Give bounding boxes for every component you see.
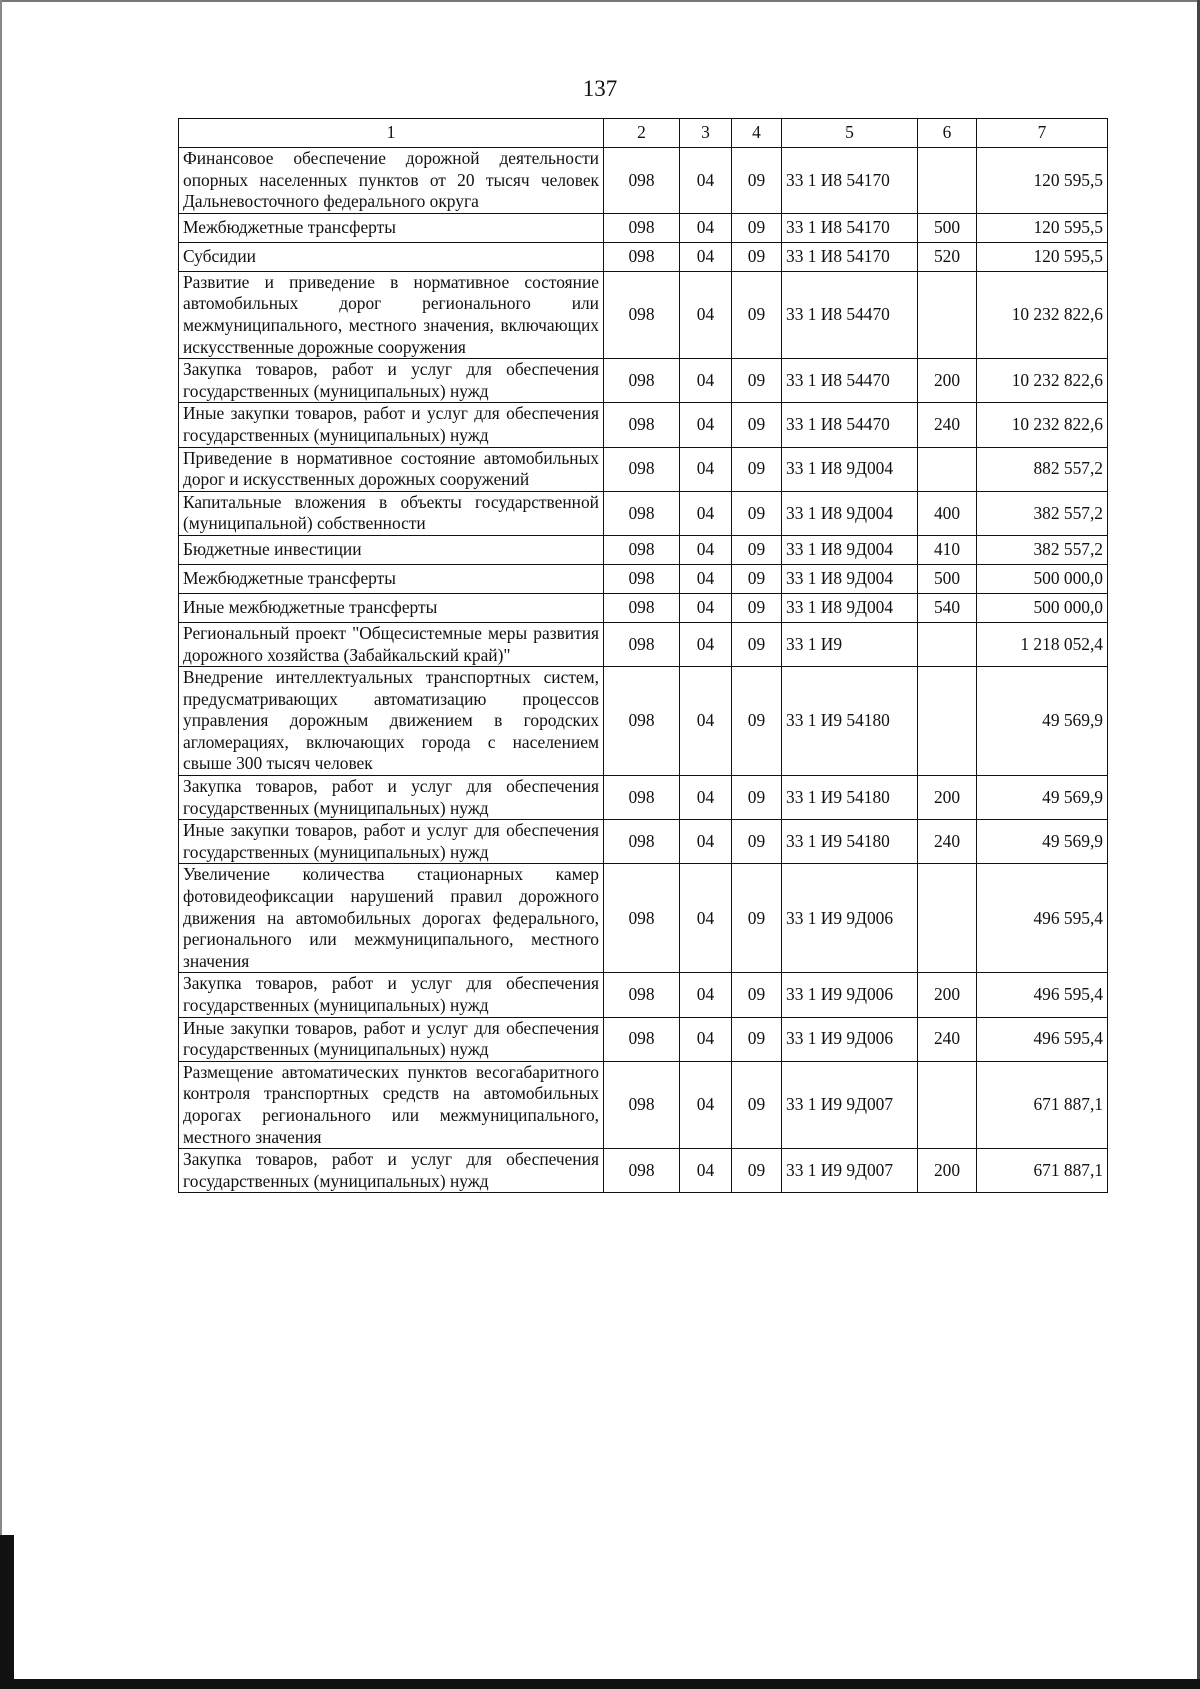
target-article-cell: 33 1 И8 54170 bbox=[782, 213, 918, 242]
amount-cell: 382 557,2 bbox=[977, 535, 1108, 564]
table-row bbox=[179, 820, 1108, 864]
table-row bbox=[179, 447, 1108, 491]
section-cell: 04 bbox=[680, 820, 732, 864]
admin-code-cell: 098 bbox=[604, 564, 680, 593]
target-article-cell: 33 1 И9 9Д006 bbox=[782, 1017, 918, 1061]
row-name-cell: Закупка товаров, работ и услуг для обеспечения государственных (муниципальных) нужд bbox=[179, 1149, 604, 1193]
expense-type-cell: 240 bbox=[918, 1017, 977, 1061]
amount-cell: 120 595,5 bbox=[977, 213, 1108, 242]
table-row bbox=[179, 1061, 1108, 1148]
section-cell: 04 bbox=[680, 864, 732, 973]
admin-code-cell: 098 bbox=[604, 148, 680, 214]
admin-code-cell: 098 bbox=[604, 491, 680, 535]
section-cell: 04 bbox=[680, 667, 732, 776]
target-article-cell: 33 1 И8 54170 bbox=[782, 242, 918, 271]
section-cell: 04 bbox=[680, 1017, 732, 1061]
column-header: 6 bbox=[918, 119, 977, 148]
target-article-cell: 33 1 И9 9Д007 bbox=[782, 1149, 918, 1193]
expense-type-cell: 400 bbox=[918, 491, 977, 535]
scan-edge-bottom bbox=[0, 1679, 1200, 1689]
target-article-cell: 33 1 И9 54180 bbox=[782, 820, 918, 864]
section-cell: 04 bbox=[680, 403, 732, 447]
expense-type-cell bbox=[918, 148, 977, 214]
row-name-cell: Финансовое обеспечение дорожной деятельности опорных населенных пунктов от 20 тысяч человек Дальневосточного федерального округа bbox=[179, 148, 604, 214]
table-row bbox=[179, 403, 1108, 447]
section-cell: 04 bbox=[680, 1061, 732, 1148]
row-name-cell: Межбюджетные трансферты bbox=[179, 564, 604, 593]
budget-table bbox=[178, 118, 1108, 1193]
subsection-cell: 09 bbox=[732, 622, 782, 666]
admin-code-cell: 098 bbox=[604, 1017, 680, 1061]
expense-type-cell bbox=[918, 447, 977, 491]
expense-type-cell: 200 bbox=[918, 359, 977, 403]
table-row bbox=[179, 242, 1108, 271]
amount-cell: 496 595,4 bbox=[977, 864, 1108, 973]
target-article-cell: 33 1 И9 bbox=[782, 622, 918, 666]
amount-cell: 10 232 822,6 bbox=[977, 359, 1108, 403]
amount-cell: 10 232 822,6 bbox=[977, 403, 1108, 447]
expense-type-cell: 240 bbox=[918, 403, 977, 447]
section-cell: 04 bbox=[680, 776, 732, 820]
subsection-cell: 09 bbox=[732, 271, 782, 358]
admin-code-cell: 098 bbox=[604, 864, 680, 973]
subsection-cell: 09 bbox=[732, 820, 782, 864]
expense-type-cell: 520 bbox=[918, 242, 977, 271]
expense-type-cell: 240 bbox=[918, 820, 977, 864]
table-row bbox=[179, 1149, 1108, 1193]
target-article-cell: 33 1 И9 9Д006 bbox=[782, 973, 918, 1017]
row-name-cell: Приведение в нормативное состояние автомобильных дорог и искусственных дорожных сооружений bbox=[179, 447, 604, 491]
column-header: 1 bbox=[179, 119, 604, 148]
column-header: 4 bbox=[732, 119, 782, 148]
section-cell: 04 bbox=[680, 213, 732, 242]
subsection-cell: 09 bbox=[732, 1149, 782, 1193]
admin-code-cell: 098 bbox=[604, 973, 680, 1017]
section-cell: 04 bbox=[680, 447, 732, 491]
table-row bbox=[179, 213, 1108, 242]
target-article-cell: 33 1 И8 54470 bbox=[782, 403, 918, 447]
target-article-cell: 33 1 И9 54180 bbox=[782, 776, 918, 820]
subsection-cell: 09 bbox=[732, 973, 782, 1017]
amount-cell: 49 569,9 bbox=[977, 776, 1108, 820]
target-article-cell: 33 1 И8 9Д004 bbox=[782, 593, 918, 622]
admin-code-cell: 098 bbox=[604, 271, 680, 358]
row-name-cell: Иные закупки товаров, работ и услуг для обеспечения государственных (муниципальных) нужд bbox=[179, 820, 604, 864]
target-article-cell: 33 1 И8 9Д004 bbox=[782, 535, 918, 564]
admin-code-cell: 098 bbox=[604, 359, 680, 403]
table-row bbox=[179, 864, 1108, 973]
target-article-cell: 33 1 И8 54170 bbox=[782, 148, 918, 214]
amount-cell: 500 000,0 bbox=[977, 564, 1108, 593]
column-header: 7 bbox=[977, 119, 1108, 148]
expense-type-cell: 500 bbox=[918, 564, 977, 593]
admin-code-cell: 098 bbox=[604, 447, 680, 491]
table-row bbox=[179, 593, 1108, 622]
amount-cell: 49 569,9 bbox=[977, 667, 1108, 776]
admin-code-cell: 098 bbox=[604, 242, 680, 271]
row-name-cell: Увеличение количества стационарных камер фотовидеофиксации нарушений правил дорожного движения на автомобильных дорогах федерального, регионального или межмуниципального, местного значения bbox=[179, 864, 604, 973]
table-row bbox=[179, 535, 1108, 564]
row-name-cell: Региональный проект "Общесистемные меры развития дорожного хозяйства (Забайкальский край)" bbox=[179, 622, 604, 666]
row-name-cell: Бюджетные инвестиции bbox=[179, 535, 604, 564]
amount-cell: 671 887,1 bbox=[977, 1061, 1108, 1148]
section-cell: 04 bbox=[680, 148, 732, 214]
section-cell: 04 bbox=[680, 359, 732, 403]
table-row bbox=[179, 491, 1108, 535]
subsection-cell: 09 bbox=[732, 148, 782, 214]
admin-code-cell: 098 bbox=[604, 213, 680, 242]
subsection-cell: 09 bbox=[732, 447, 782, 491]
expense-type-cell bbox=[918, 271, 977, 358]
subsection-cell: 09 bbox=[732, 667, 782, 776]
section-cell: 04 bbox=[680, 535, 732, 564]
scan-edge-left bbox=[0, 0, 2, 1689]
expense-type-cell: 200 bbox=[918, 776, 977, 820]
amount-cell: 1 218 052,4 bbox=[977, 622, 1108, 666]
subsection-cell: 09 bbox=[732, 776, 782, 820]
row-name-cell: Развитие и приведение в нормативное состояние автомобильных дорог регионального или межмуниципального, местного значения, включающих искусственные дорожные сооружения bbox=[179, 271, 604, 358]
amount-cell: 382 557,2 bbox=[977, 491, 1108, 535]
expense-type-cell: 500 bbox=[918, 213, 977, 242]
expense-type-cell bbox=[918, 667, 977, 776]
row-name-cell: Субсидии bbox=[179, 242, 604, 271]
admin-code-cell: 098 bbox=[604, 820, 680, 864]
section-cell: 04 bbox=[680, 242, 732, 271]
row-name-cell: Межбюджетные трансферты bbox=[179, 213, 604, 242]
amount-cell: 500 000,0 bbox=[977, 593, 1108, 622]
subsection-cell: 09 bbox=[732, 359, 782, 403]
scan-edge-top bbox=[0, 0, 1200, 2]
row-name-cell: Иные межбюджетные трансферты bbox=[179, 593, 604, 622]
table-row bbox=[179, 973, 1108, 1017]
table-row bbox=[179, 148, 1108, 214]
amount-cell: 671 887,1 bbox=[977, 1149, 1108, 1193]
target-article-cell: 33 1 И8 9Д004 bbox=[782, 491, 918, 535]
subsection-cell: 09 bbox=[732, 213, 782, 242]
admin-code-cell: 098 bbox=[604, 1061, 680, 1148]
page-number: 137 bbox=[582, 76, 618, 101]
subsection-cell: 09 bbox=[732, 535, 782, 564]
expense-type-cell: 200 bbox=[918, 1149, 977, 1193]
table-header-row bbox=[179, 119, 1108, 148]
subsection-cell: 09 bbox=[732, 491, 782, 535]
expense-type-cell bbox=[918, 1061, 977, 1148]
table-row bbox=[179, 359, 1108, 403]
row-name-cell: Закупка товаров, работ и услуг для обеспечения государственных (муниципальных) нужд bbox=[179, 359, 604, 403]
expense-type-cell: 540 bbox=[918, 593, 977, 622]
expense-type-cell bbox=[918, 864, 977, 973]
admin-code-cell: 098 bbox=[604, 535, 680, 564]
subsection-cell: 09 bbox=[732, 1017, 782, 1061]
column-header: 3 bbox=[680, 119, 732, 148]
row-name-cell: Внедрение интеллектуальных транспортных систем, предусматривающих автоматизацию процессов управления дорожным движением в городских агломерациях, включающих города с населением свыше 300 тысяч человек bbox=[179, 667, 604, 776]
amount-cell: 120 595,5 bbox=[977, 242, 1108, 271]
section-cell: 04 bbox=[680, 1149, 732, 1193]
row-name-cell: Иные закупки товаров, работ и услуг для обеспечения государственных (муниципальных) нужд bbox=[179, 403, 604, 447]
amount-cell: 496 595,4 bbox=[977, 1017, 1108, 1061]
admin-code-cell: 098 bbox=[604, 1149, 680, 1193]
subsection-cell: 09 bbox=[732, 242, 782, 271]
section-cell: 04 bbox=[680, 491, 732, 535]
section-cell: 04 bbox=[680, 564, 732, 593]
section-cell: 04 bbox=[680, 271, 732, 358]
table-row bbox=[179, 271, 1108, 358]
target-article-cell: 33 1 И8 54470 bbox=[782, 359, 918, 403]
target-article-cell: 33 1 И9 9Д007 bbox=[782, 1061, 918, 1148]
row-name-cell: Иные закупки товаров, работ и услуг для обеспечения государственных (муниципальных) нужд bbox=[179, 1017, 604, 1061]
table-row bbox=[179, 776, 1108, 820]
target-article-cell: 33 1 И8 54470 bbox=[782, 271, 918, 358]
target-article-cell: 33 1 И8 9Д004 bbox=[782, 447, 918, 491]
target-article-cell: 33 1 И9 54180 bbox=[782, 667, 918, 776]
scan-edge-bottom-left bbox=[0, 1535, 14, 1689]
subsection-cell: 09 bbox=[732, 593, 782, 622]
table-body bbox=[179, 148, 1108, 1193]
admin-code-cell: 098 bbox=[604, 776, 680, 820]
subsection-cell: 09 bbox=[732, 1061, 782, 1148]
row-name-cell: Размещение автоматических пунктов весогабаритного контроля транспортных средств на автомобильных дорогах регионального или межмуниципального, местного значения bbox=[179, 1061, 604, 1148]
section-cell: 04 bbox=[680, 973, 732, 1017]
admin-code-cell: 098 bbox=[604, 622, 680, 666]
row-name-cell: Капитальные вложения в объекты государственной (муниципальной) собственности bbox=[179, 491, 604, 535]
row-name-cell: Закупка товаров, работ и услуг для обеспечения государственных (муниципальных) нужд bbox=[179, 973, 604, 1017]
admin-code-cell: 098 bbox=[604, 593, 680, 622]
amount-cell: 120 595,5 bbox=[977, 148, 1108, 214]
column-header: 5 bbox=[782, 119, 918, 148]
subsection-cell: 09 bbox=[732, 864, 782, 973]
expense-type-cell: 200 bbox=[918, 973, 977, 1017]
table-row bbox=[179, 1017, 1108, 1061]
table-row bbox=[179, 622, 1108, 666]
section-cell: 04 bbox=[680, 622, 732, 666]
row-name-cell: Закупка товаров, работ и услуг для обеспечения государственных (муниципальных) нужд bbox=[179, 776, 604, 820]
table-row bbox=[179, 564, 1108, 593]
amount-cell: 49 569,9 bbox=[977, 820, 1108, 864]
amount-cell: 10 232 822,6 bbox=[977, 271, 1108, 358]
expense-type-cell: 410 bbox=[918, 535, 977, 564]
admin-code-cell: 098 bbox=[604, 667, 680, 776]
target-article-cell: 33 1 И8 9Д004 bbox=[782, 564, 918, 593]
subsection-cell: 09 bbox=[732, 564, 782, 593]
admin-code-cell: 098 bbox=[604, 403, 680, 447]
expense-type-cell bbox=[918, 622, 977, 666]
column-header: 2 bbox=[604, 119, 680, 148]
section-cell: 04 bbox=[680, 593, 732, 622]
table-row bbox=[179, 667, 1108, 776]
amount-cell: 496 595,4 bbox=[977, 973, 1108, 1017]
subsection-cell: 09 bbox=[732, 403, 782, 447]
target-article-cell: 33 1 И9 9Д006 bbox=[782, 864, 918, 973]
amount-cell: 882 557,2 bbox=[977, 447, 1108, 491]
